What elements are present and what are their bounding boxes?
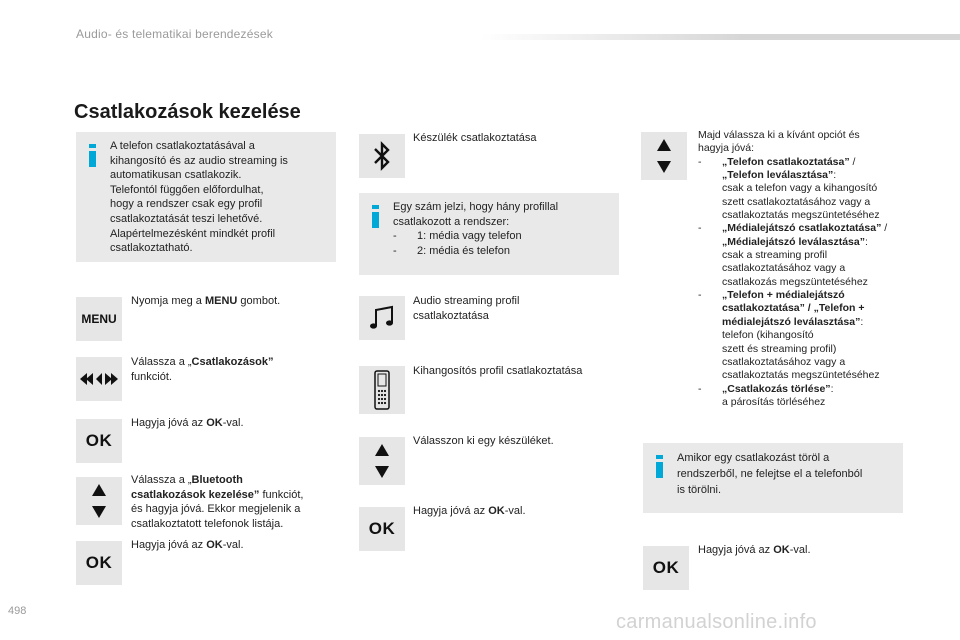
up-down-arrows-icon xyxy=(359,437,405,485)
option-phone-connect: - „Telefon csatlakoztatása” / „Telefon leválasztása”: csak a telefon vagy a kihangosító szett csatlakoztatásához vagy a csatlakoztatás megszüntetéséhez xyxy=(698,155,880,222)
connections-arrows-icon xyxy=(80,372,118,386)
step-confirm-ok: Hagyja jóvá az OK-val. xyxy=(131,539,244,551)
ok-key-icon: OK xyxy=(643,546,689,590)
handsfree-profile-label: Kihangosítós profil csatlakoztatása xyxy=(413,365,583,377)
info-text: Amikor egy csatlakozást töröl a rendszerből, ne felejtse el a telefonból is törölni. xyxy=(677,452,863,496)
connections-icon xyxy=(76,357,122,401)
step-confirm-ok: Hagyja jóvá az OK-val. xyxy=(413,505,526,517)
header-rule xyxy=(480,34,960,40)
info-box-profiles xyxy=(76,132,336,262)
device-connect-label: Készülék csatlakoztatása xyxy=(413,132,537,144)
up-down-arrows-icon xyxy=(641,132,687,180)
options-list: Majd válassza ki a kívánt opciót és hagyja jóvá: - „Telefon csatlakoztatása” / „Telefon leválasztása”: csak a telefon vagy a kihangosító szett csatlakoztatásához vagy a csatlakoztatás megszüntetéséhez - „Médialejátszó csatlakoztatása” / „Médialejátszó leválasztása”: csak a streaming profil csatlakoztatásához vagy a csatlakozás megszüntetéséhez - „Telefon + médialejátszó csatlakoztatása” / „Telefon + médialejátszó leválasztása”: telefon (kihangosító szett és streaming profil) csatlakoztatásához vagy a csatlakoztatás megszüntetéséhez - „Csatlakozás törlése”: a párosítás törléséhez xyxy=(698,129,913,409)
up-down-arrows-icon xyxy=(76,477,122,525)
info-text: A telefon csatlakoztatásával a kihangosító és az audio streaming is automatikusan csatlakozik. Telefontól függően előfordulhat, hogy a rendszer csak egy profil csatlakoztatását teszi lehetővé. Alapértelmezésként mindkét profil csatlakoztatható. xyxy=(110,140,288,255)
handset-icon xyxy=(359,366,405,414)
page-number: 498 xyxy=(8,605,27,617)
running-header: Audio- és telematikai berendezések xyxy=(76,27,273,41)
option-delete-connection: - „Csatlakozás törlése”: a párosítás törléséhez xyxy=(698,382,834,408)
step-select-connections: Válassza a „Csatlakozások” funkciót. xyxy=(131,356,274,383)
ok-key-icon: OK xyxy=(76,419,122,463)
select-device-label: Válasszon ki egy készüléket. xyxy=(413,435,554,447)
ok-key-icon: OK xyxy=(76,541,122,585)
step-press-menu: Nyomja meg a MENU gombot. xyxy=(131,295,281,307)
info-text: Egy szám jelzi, hogy hány profillal csatlakozott a rendszer: - 1: média vagy telefon - 2: média és telefon xyxy=(393,201,559,257)
watermark: carmanualsonline.info xyxy=(616,611,817,633)
option-phone-media-connect: - „Telefon + médialejátszó csatlakoztatása” / „Telefon + médialejátszó leválasztása”: telefon (kihangosító szett és streaming profil) csatlakoztatásához vagy a csatlakoztatás megszüntetéséhez xyxy=(698,289,880,382)
page-title: Csatlakozások kezelése xyxy=(74,101,301,123)
step-select-bluetooth: Válassza a „Bluetooth csatlakozások kezelése” funkciót, és hagyja jóvá. Ekkor megjelenik a csatlakoztatott telefonok listája. xyxy=(131,474,304,530)
music-note-icon xyxy=(359,296,405,340)
menu-key-icon: MENU xyxy=(76,297,122,341)
step-confirm-ok: Hagyja jóvá az OK-val. xyxy=(131,417,244,429)
option-media-connect: - „Médialejátszó csatlakoztatása” / „Médialejátszó leválasztása”: csak a streaming profil csatlakoztatásához vagy a csatlakozás megszüntetéséhez xyxy=(698,222,888,288)
audio-streaming-label: Audio streaming profil csatlakoztatása xyxy=(413,295,520,322)
step-confirm-ok: Hagyja jóvá az OK-val. xyxy=(698,544,811,556)
info-box-delete-phone xyxy=(643,443,903,513)
ok-key-icon: OK xyxy=(359,507,405,551)
bluetooth-icon xyxy=(359,134,405,178)
info-box-profile-count xyxy=(359,193,619,275)
